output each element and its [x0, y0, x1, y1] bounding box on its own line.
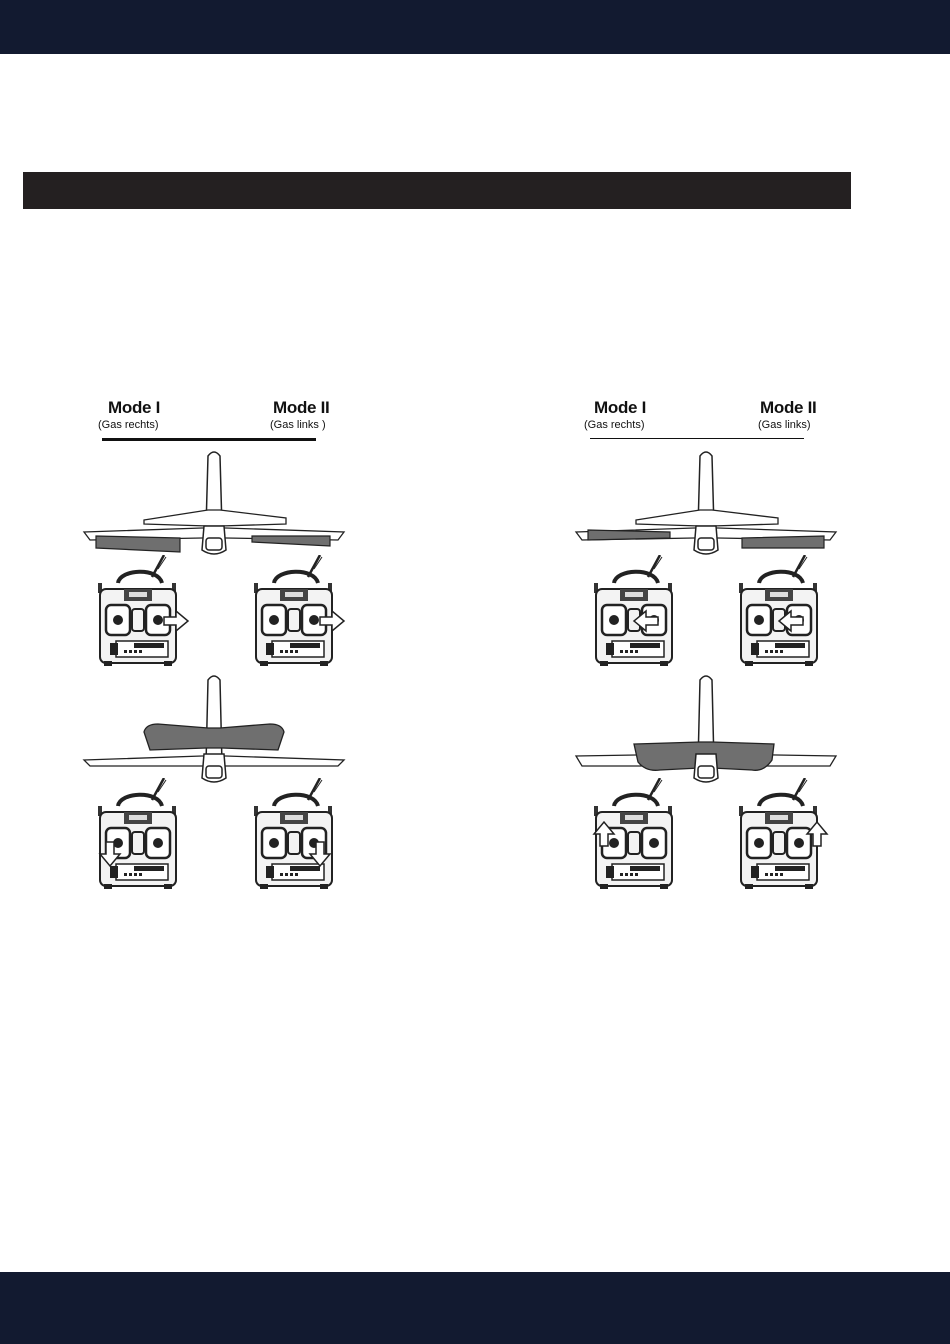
left-mode1-subtitle: (Gas rechts) [98, 419, 159, 431]
left-bottom-aircraft-elevator [82, 672, 346, 792]
right-mode1-title: Mode I [594, 398, 647, 417]
left-mode-header [96, 398, 336, 446]
right-top-transmitter-mode1 [590, 555, 700, 670]
right-top-transmitter-mode2 [735, 555, 845, 670]
header-band [0, 0, 950, 54]
left-top-transmitter-mode2 [250, 555, 360, 670]
left-mode2-subtitle: (Gas links ) [270, 419, 326, 431]
left-bottom-transmitter-mode2 [250, 778, 360, 893]
right-mode-header [584, 398, 824, 446]
right-bottom-transmitter-mode2 [735, 778, 845, 893]
left-bottom-transmitter-mode1 [94, 778, 204, 893]
left-top-aircraft-aileron [82, 448, 346, 568]
left-top-transmitter-mode1 [94, 555, 204, 670]
right-mode1-subtitle: (Gas rechts) [584, 419, 645, 431]
right-mode2-subtitle: (Gas links) [758, 419, 811, 431]
section-heading-bar [23, 172, 851, 209]
footer-band [0, 1272, 950, 1344]
right-top-aircraft-aileron [574, 448, 838, 568]
right-bottom-aircraft-elevator [574, 672, 838, 792]
right-mode2-title: Mode II [760, 398, 817, 417]
right-mode-rule [590, 438, 804, 439]
left-mode2-title: Mode II [273, 398, 330, 417]
left-mode-rule [102, 438, 316, 441]
right-bottom-transmitter-mode1 [590, 778, 700, 893]
left-mode1-title: Mode I [108, 398, 161, 417]
